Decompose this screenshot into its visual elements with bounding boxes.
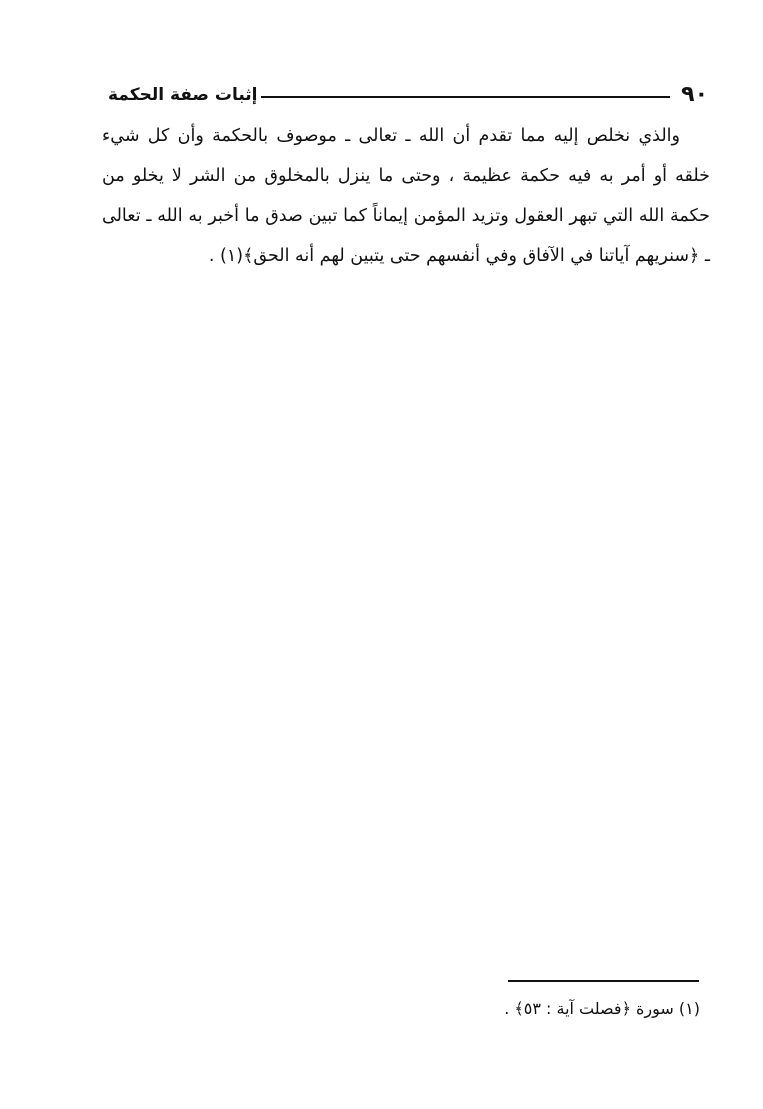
footnote-divider	[508, 980, 699, 982]
body-paragraph: والذي نخلص إليه مما تقدم أن الله ـ تعالى ـ موصوف بالحكمة وأن كل شيء خلقه أو أمر به فيه حكمة عظيمة ، وحتى ما ينزل بالمخلوق من الشر لا يخلو من حكمة الله التي تبهر العقول وتزيد المؤمن إيماناً كما تبين صدق ما أخبر به الله ـ تعالى ـ ﴿سنريهم آياتنا في الآفاق وفي أنفسهم حتى يتبين لهم أنه الحق﴾(١) .	[102, 126, 710, 266]
body-text	[102, 116, 710, 276]
page-header	[108, 80, 708, 110]
running-title: إثبات صفة الحكمة	[108, 82, 261, 108]
footnote: (١) سورة ﴿فصلت آية : ٥٣﴾ .	[504, 999, 700, 1018]
header-rule	[216, 96, 670, 98]
page-number: ٩٠	[677, 80, 708, 110]
